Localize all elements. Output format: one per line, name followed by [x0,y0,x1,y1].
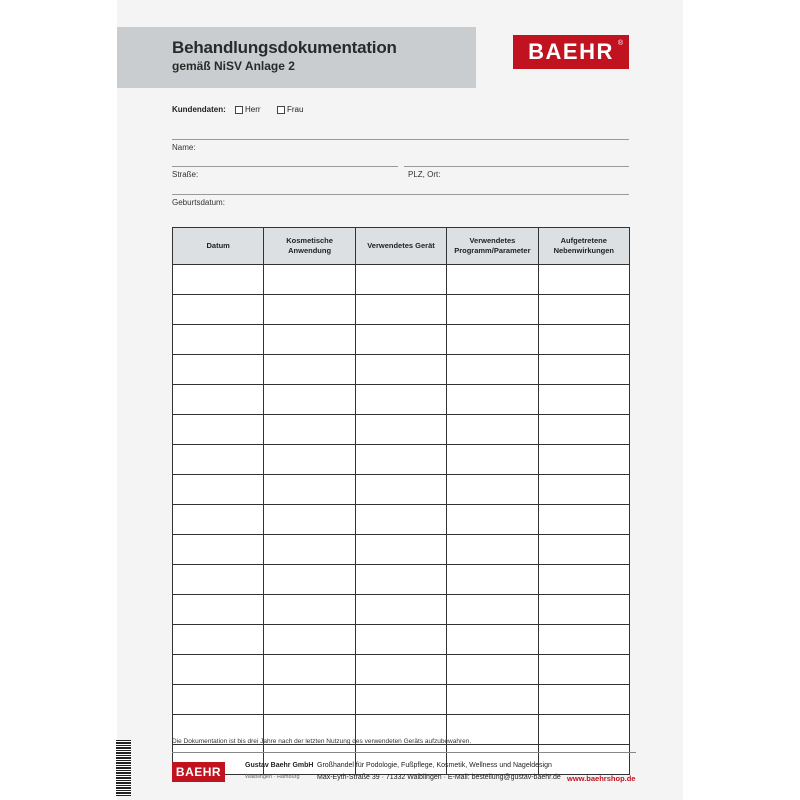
table-cell[interactable] [355,685,446,715]
table-cell[interactable] [447,655,538,685]
divider-line [172,139,629,140]
table-cell[interactable] [538,385,629,415]
table-cell[interactable] [355,325,446,355]
table-cell[interactable] [355,475,446,505]
table-row [173,565,630,595]
table-cell[interactable] [538,415,629,445]
table-row [173,385,630,415]
table-cell[interactable] [447,445,538,475]
table-cell[interactable] [264,475,355,505]
document-title: Behandlungsdokumentation [172,38,397,57]
checkbox-herr[interactable] [235,106,243,114]
customer-data-label: Kundendaten: [172,105,226,114]
table-cell[interactable] [447,475,538,505]
table-cell[interactable] [538,445,629,475]
table-row [173,355,630,385]
name-label: Name: [172,143,196,152]
option-frau[interactable] [277,105,303,114]
option-herr[interactable] [235,105,261,114]
table-cell[interactable] [447,295,538,325]
table-cell[interactable] [355,565,446,595]
table-cell[interactable] [538,265,629,295]
table-row [173,265,630,295]
table-cell[interactable] [173,445,264,475]
table-cell[interactable] [355,295,446,325]
table-cell[interactable] [538,295,629,325]
table-cell[interactable] [264,595,355,625]
brand-logo [513,35,629,69]
table-cell[interactable] [355,535,446,565]
document-subtitle: gemäß NiSV Anlage 2 [172,59,295,73]
table-cell[interactable] [264,565,355,595]
table-cell[interactable] [538,625,629,655]
table-row [173,325,630,355]
table-cell[interactable] [355,355,446,385]
table-row [173,445,630,475]
col-header-side-effects: Aufgetretene Nebenwirkungen [538,228,629,265]
table-row [173,415,630,445]
table-cell[interactable] [447,265,538,295]
footer-logo: BAEHR [172,762,225,782]
table-cell[interactable] [264,265,355,295]
table-cell[interactable] [538,715,629,745]
table-cell[interactable] [173,265,264,295]
footer-company: Gustav Baehr GmbH [245,762,314,769]
table-cell[interactable] [538,505,629,535]
table-row [173,745,630,775]
logo-text: BAEHR [528,39,614,64]
table-cell[interactable] [173,565,264,595]
table-cell[interactable] [173,415,264,445]
table-cell[interactable] [355,745,446,775]
table-cell[interactable] [538,745,629,775]
table-cell[interactable] [264,745,355,775]
table-cell[interactable] [173,385,264,415]
col-header-program: Verwendetes Programm/Parameter [447,228,538,265]
table-cell[interactable] [264,505,355,535]
table-cell[interactable] [173,535,264,565]
table-cell[interactable] [264,385,355,415]
table-cell[interactable] [447,355,538,385]
postal-city-label: PLZ, Ort: [408,170,441,179]
table-row [173,535,630,565]
name-field-line-right[interactable] [404,166,629,167]
table-cell[interactable] [173,685,264,715]
table-cell[interactable] [264,355,355,385]
table-cell[interactable] [447,505,538,535]
registered-mark: ® [617,40,623,47]
table-row [173,475,630,505]
street-label: Straße: [172,170,199,179]
table-cell[interactable] [355,265,446,295]
table-row [173,655,630,685]
table-cell[interactable] [355,595,446,625]
birthdate-label: Geburtsdatum: [172,198,225,207]
table-cell[interactable] [264,295,355,325]
table-cell[interactable] [264,415,355,445]
table-cell[interactable] [264,325,355,355]
table-cell[interactable] [538,655,629,685]
col-header-application: Kosmetische Anwendung [264,228,355,265]
table-cell[interactable] [447,325,538,355]
table-cell[interactable] [173,595,264,625]
table-cell[interactable] [538,565,629,595]
table-cell[interactable] [447,685,538,715]
table-cell[interactable] [355,415,446,445]
table-cell[interactable] [447,745,538,775]
name-field-line[interactable] [172,166,398,167]
table-cell[interactable] [538,535,629,565]
col-header-date: Datum [173,228,264,265]
table-cell[interactable] [538,595,629,625]
table-cell[interactable] [355,655,446,685]
option-frau-label: Frau [287,105,304,114]
table-row [173,295,630,325]
table-cell[interactable] [447,595,538,625]
table-cell[interactable] [264,535,355,565]
table-row [173,625,630,655]
footer-description: Großhandel für Podologie, Fußpflege, Kosmetik, Wellness und Nageldesign [317,762,552,769]
table-cell[interactable] [447,385,538,415]
barcode [116,740,131,796]
table-cell[interactable] [538,325,629,355]
table-cell[interactable] [447,565,538,595]
table-row [173,505,630,535]
table-cell[interactable] [355,625,446,655]
table-cell[interactable] [355,505,446,535]
footer-website-link[interactable]: www.baehrshop.de [567,774,636,783]
table-cell[interactable] [173,295,264,325]
footer-divider [172,752,636,753]
footer-cities: Waiblingen · Hamburg [245,774,300,780]
table-cell[interactable] [264,445,355,475]
table-cell[interactable] [538,685,629,715]
street-field-line[interactable] [172,194,629,195]
checkbox-frau[interactable] [277,106,285,114]
option-herr-label: Herr [245,105,261,114]
table-cell[interactable] [538,355,629,385]
table-cell[interactable] [173,325,264,355]
col-header-device: Verwendetes Gerät [355,228,446,265]
table-body [173,265,630,775]
table-cell[interactable] [355,385,446,415]
table-cell[interactable] [447,625,538,655]
table-cell[interactable] [173,505,264,535]
table-cell[interactable] [355,445,446,475]
table-cell[interactable] [447,535,538,565]
table-cell[interactable] [264,655,355,685]
table-cell[interactable] [264,625,355,655]
table-header-row [173,228,630,265]
retention-note: Die Dokumentation ist bis drei Jahre nach der letzten Nutzung des verwendeten Geräts aufzubewahren. [172,738,472,745]
table-cell[interactable] [447,415,538,445]
table-cell[interactable] [538,475,629,505]
table-cell[interactable] [264,685,355,715]
table-row [173,595,630,625]
table-cell[interactable] [173,625,264,655]
table-cell[interactable] [173,655,264,685]
table-row [173,685,630,715]
table-cell[interactable] [173,475,264,505]
treatment-table [172,227,630,775]
table-cell[interactable] [173,355,264,385]
footer-address: Max-Eyth-Straße 39 · 71332 Waiblingen · E-Mail: bestellung@gustav-baehr.de [317,774,561,781]
